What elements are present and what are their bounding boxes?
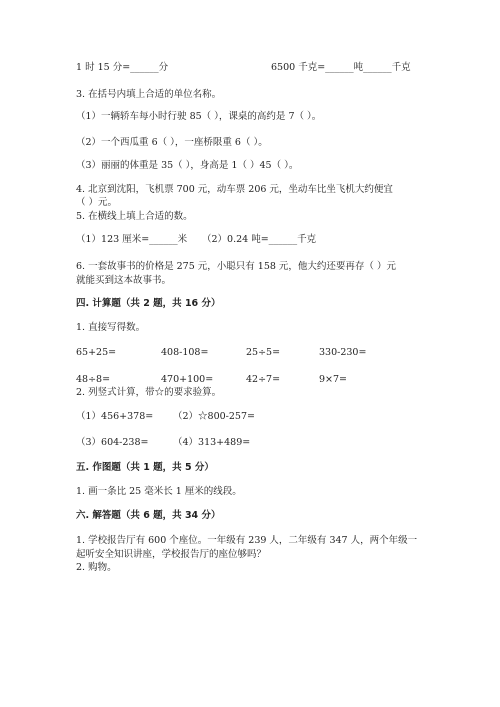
calc-item: 470+100= xyxy=(161,374,214,385)
question-4-line-1: 4. 北京到沈阳，飞机票 700 元，动车票 206 元，坐动车比坐飞机大约便宜 xyxy=(76,184,393,195)
question-3-item-1: （1）一辆轿车每小时行驶 85（ ），课桌的高约是 7（ ）。 xyxy=(76,111,322,122)
vertical-calc-item: （2）☆800-257= xyxy=(173,411,255,422)
question-5-item-1: （1）123 厘米=______米 xyxy=(76,234,188,245)
section-4-heading: 四. 计算题（共 2 题，共 16 分） xyxy=(76,298,221,309)
vertical-calc-item: （1）456+378= xyxy=(76,411,154,422)
calc-item: 42÷7= xyxy=(246,374,281,385)
question-3-title: 3. 在括号内填上合适的单位名称。 xyxy=(76,89,222,100)
time-conversion-question: 1 时 15 分=______分 xyxy=(76,62,169,73)
question-3-item-3: （3）丽丽的体重是 35（ ），身高是 1（ ）45（ ）。 xyxy=(76,160,299,171)
section-5-heading: 五. 作图题（共 1 题，共 5 分） xyxy=(76,462,214,473)
question-5-title: 5. 在横线上填上合适的数。 xyxy=(76,211,193,222)
section-6-heading: 六. 解答题（共 6 题，共 34 分） xyxy=(76,510,221,521)
weight-conversion-question: 6500 千克=______吨______千克 xyxy=(271,62,411,73)
question-5-item-2: （2）0.24 吨=______千克 xyxy=(202,234,317,245)
drawing-question-1: 1. 画一条比 25 毫米长 1 厘米的线段。 xyxy=(76,486,242,497)
calc-item: 48÷8= xyxy=(76,374,111,385)
word-problem-2-title: 2. 购物。 xyxy=(76,562,117,573)
calc-item: 25÷5= xyxy=(246,347,281,358)
calc-1-title: 1. 直接写得数。 xyxy=(76,322,146,333)
vertical-calc-item: （4）313+489= xyxy=(173,437,251,448)
question-3-item-2: （2）一个西瓜重 6（ ），一座桥限重 6（ ）。 xyxy=(76,137,268,148)
question-6-line-1: 6. 一套故事书的价格是 275 元，小聪只有 158 元，他大约还要再存（ ）元 xyxy=(76,261,396,272)
question-6-line-2: 就能买到这本故事书。 xyxy=(76,275,172,286)
calc-item: 65+25= xyxy=(76,347,117,358)
question-4-line-2: （ ）元。 xyxy=(76,197,118,208)
word-problem-1-line-2: 起听安全知识讲座，学校报告厅的座位够吗？ xyxy=(76,549,267,560)
vertical-calc-item: （3）604-238= xyxy=(76,437,149,448)
calc-item: 9×7= xyxy=(319,374,348,385)
calc-2-title: 2. 列竖式计算，带☆的要求验算。 xyxy=(76,387,222,398)
word-problem-1-line-1: 1. 学校报告厅有 600 个座位。一年级有 239 人，二年级有 347 人，两个年级一 xyxy=(76,535,418,546)
calc-item: 408-108= xyxy=(161,347,209,358)
calc-item: 330-230= xyxy=(319,347,367,358)
